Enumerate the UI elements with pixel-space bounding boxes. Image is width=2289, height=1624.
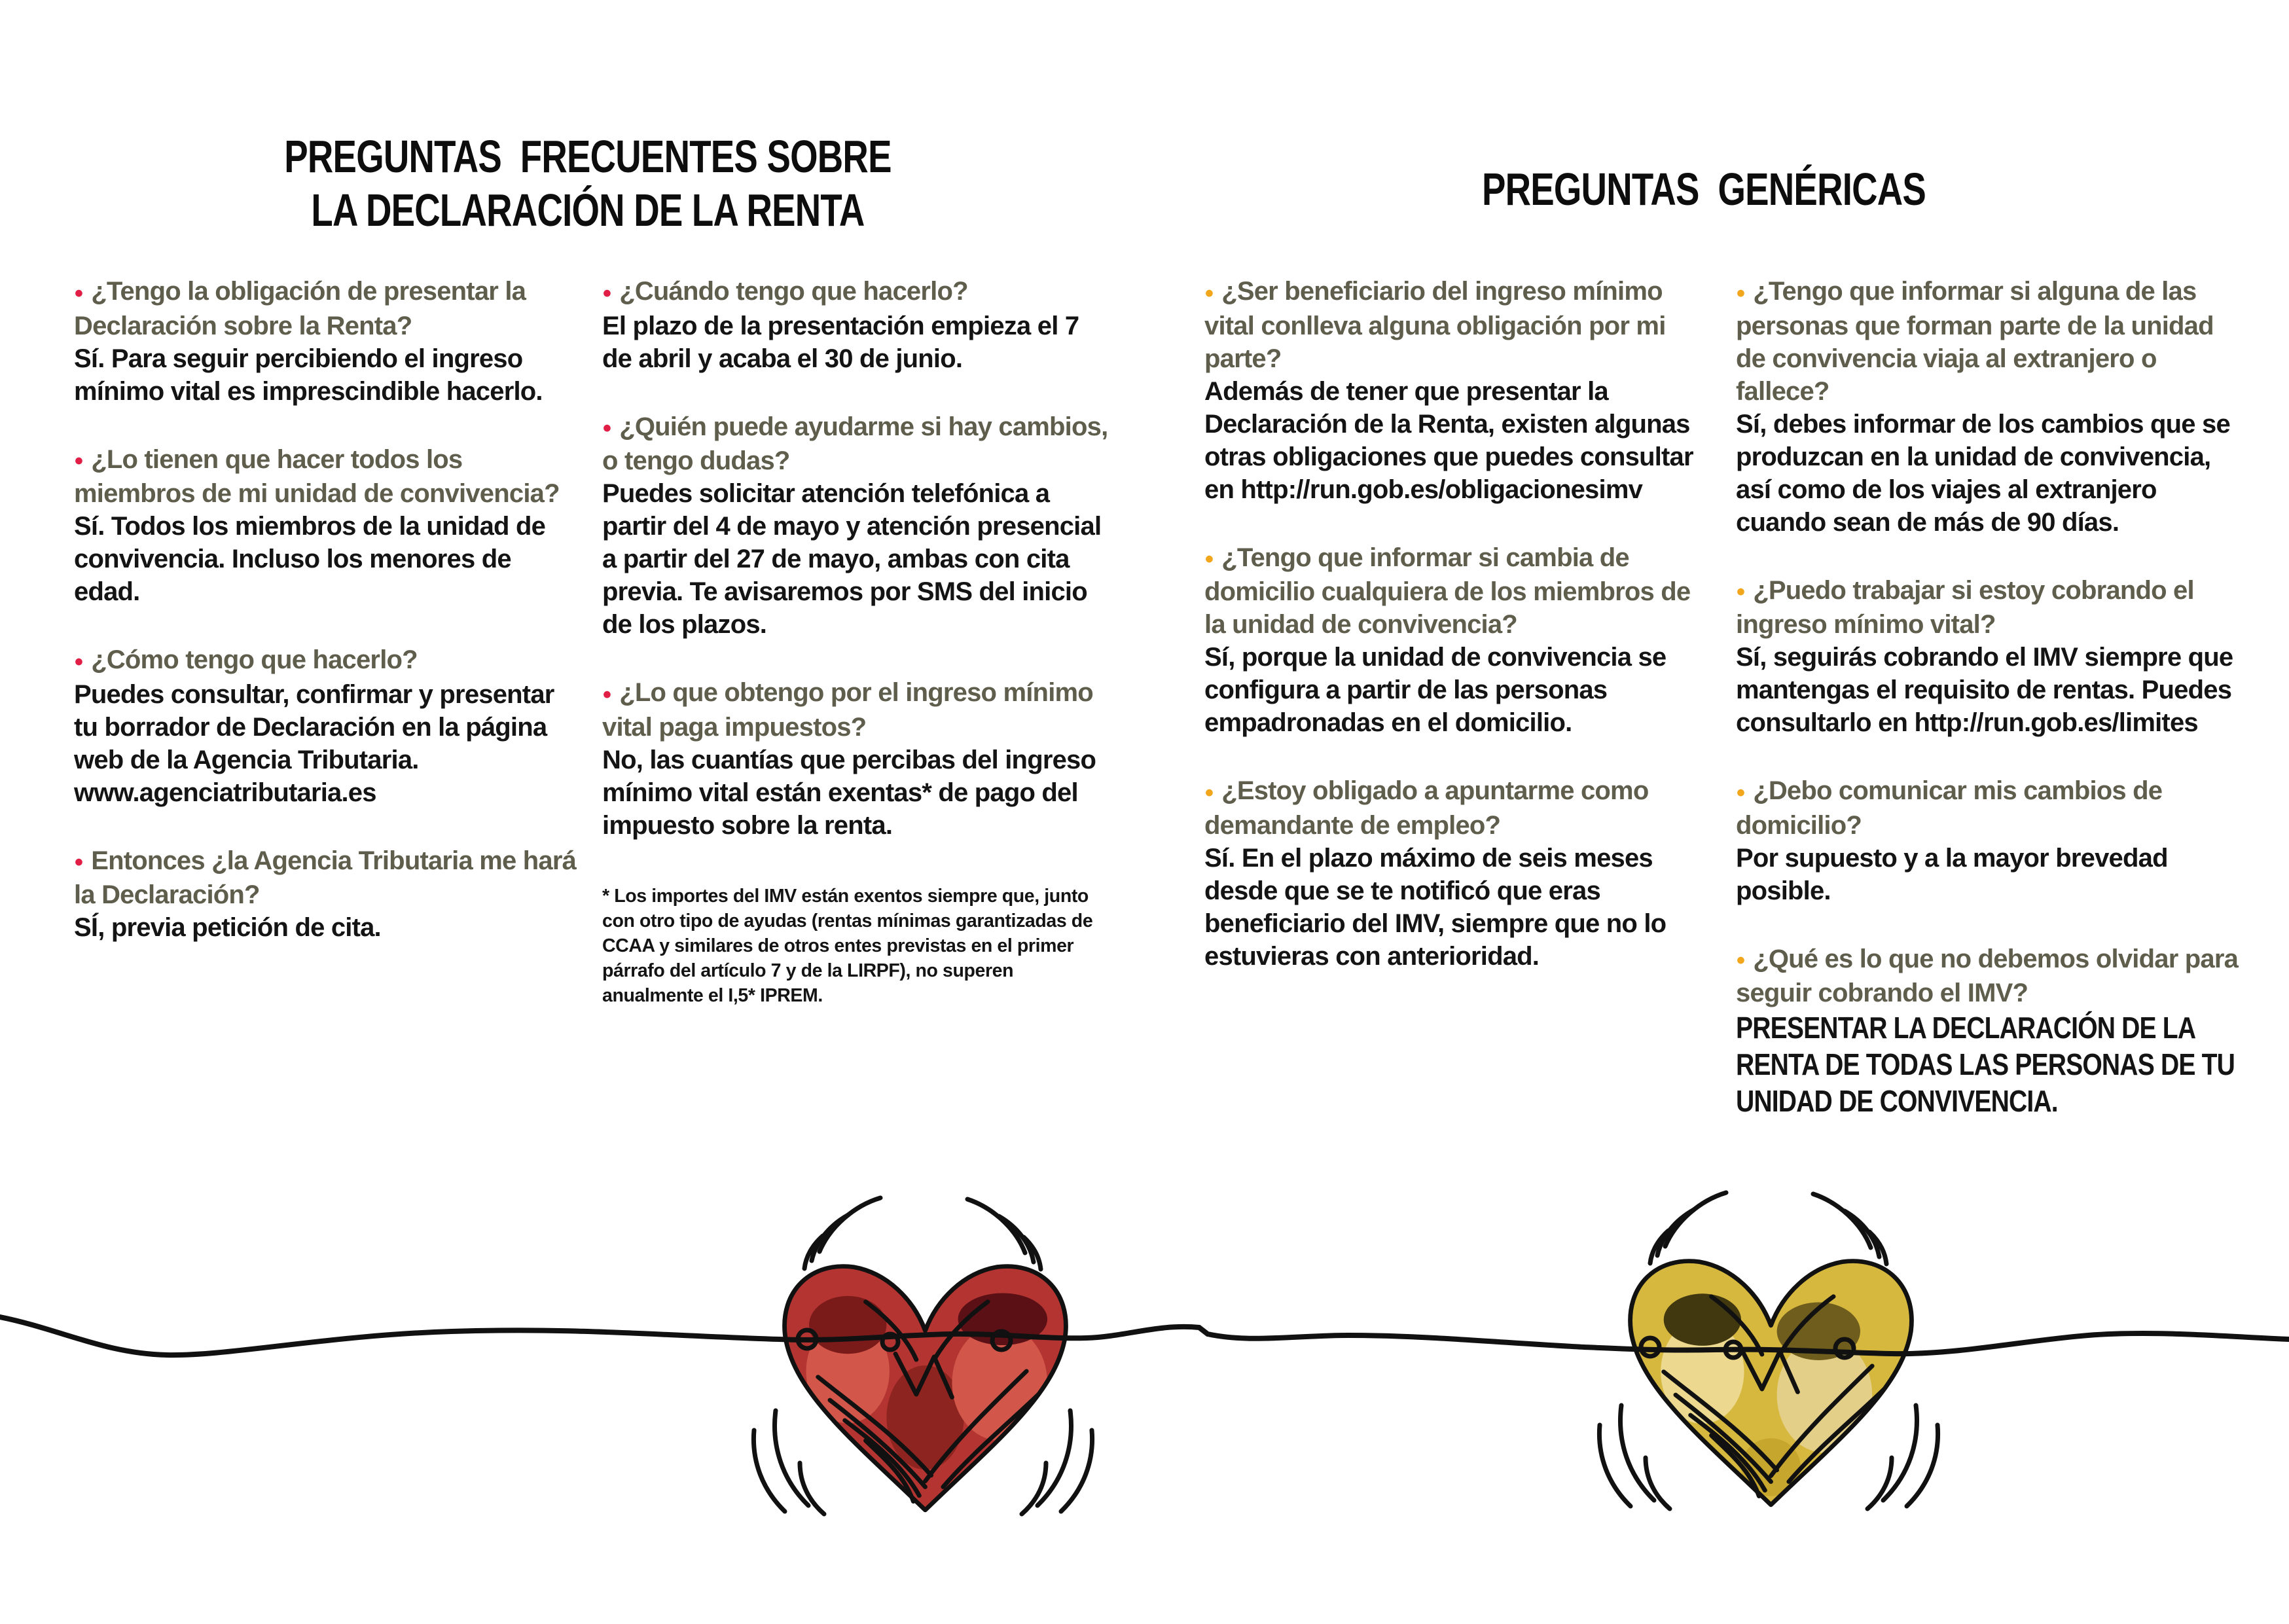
- qa-item: [1736, 774, 2239, 907]
- question: [1736, 774, 2239, 842]
- question-text: ¿Tengo la obligación de presentar la Declaración sobre la Renta?: [74, 277, 526, 340]
- answer-text: Sí. Todos los miembros de la unidad de convivencia. Incluso los menores de edad.: [74, 512, 546, 607]
- qa-item: [602, 410, 1111, 641]
- answer-text: Sí, porque la unidad de convivencia se configura a partir de las personas empadronadas en el domicilio.: [1204, 643, 1667, 738]
- page-title-line: LA DECLARACIÓN DE LA RENTA: [311, 185, 865, 236]
- question: [74, 844, 583, 912]
- heart-hands-yellow-icon: [1631, 1261, 1912, 1505]
- question-text: Entonces ¿la Agencia Tributaria me hará la Declaración?: [74, 846, 577, 910]
- bullet-icon: ●: [74, 283, 84, 302]
- qa-column-4: [1736, 275, 2239, 1155]
- qa-column-3: [1204, 275, 1707, 1008]
- answer-text: Además de tener que presentar la Declaración de la Renta, existen algunas otras obligaciones que puedes consultar en http://run.gob.es/obligacionesimv: [1204, 376, 1693, 504]
- page-title-line: PREGUNTAS FRECUENTES SOBRE: [284, 131, 892, 182]
- question: [1204, 541, 1707, 641]
- left-page-title: [74, 130, 1102, 237]
- qa-item: [74, 844, 583, 945]
- bullet-icon: ●: [74, 452, 84, 470]
- bullet-icon: ●: [1736, 783, 1746, 801]
- question: [74, 643, 583, 678]
- question: [1736, 943, 2239, 1010]
- qa-item: [1204, 774, 1707, 973]
- footer-artwork: [0, 1165, 2289, 1624]
- qa-item: [1736, 574, 2239, 740]
- bullet-icon: ●: [74, 652, 84, 670]
- question-text: ¿Cómo tengo que hacerlo?: [91, 645, 418, 675]
- bullet-icon: ●: [602, 283, 612, 302]
- right-page-title: [1203, 162, 2205, 216]
- qa-item: [1736, 943, 2239, 1120]
- bullet-icon: ●: [602, 685, 612, 703]
- qa-item: [74, 275, 583, 408]
- qa-item: [1204, 275, 1707, 506]
- bullet-icon: ●: [1204, 550, 1214, 568]
- answer-text: Sí, debes informar de los cambios que se produzcan en la unidad de convivencia, así como de los viajes al extranjero cuando sean de más de 90 días.: [1736, 409, 2230, 537]
- question-text: ¿Lo que obtengo por el ingreso mínimo vital paga impuestos?: [602, 678, 1093, 742]
- answer-text: SÍ, previa petición de cita.: [74, 913, 381, 943]
- question: [1736, 574, 2239, 641]
- heart-hands-red-icon: [785, 1267, 1066, 1510]
- qa-item: [1204, 541, 1707, 740]
- answer-text: El plazo de la presentación empieza el 7 de abril y acaba el 30 de junio.: [602, 311, 1079, 373]
- question: [74, 443, 583, 511]
- question: [602, 676, 1111, 744]
- question-text: ¿Estoy obligado a apuntarme como demandante de empleo?: [1204, 776, 1649, 840]
- question-text: ¿Qué es lo que no debemos olvidar para seguir cobrando el IMV?: [1736, 944, 2239, 1008]
- question-text: ¿Ser beneficiario del ingreso mínimo vital conlleva alguna obligación por mi parte?: [1204, 277, 1666, 373]
- answer-text: Sí. En el plazo máximo de seis meses desde que se te notificó que eras beneficiario del IMV, siempre que no lo estuvieras con anterioridad.: [1204, 843, 1667, 971]
- bullet-icon: ●: [1736, 283, 1746, 302]
- question-text: ¿Quién puede ayudarme si hay cambios, o tengo dudas?: [602, 412, 1108, 476]
- question: [1736, 275, 2239, 408]
- bullet-icon: ●: [1736, 583, 1746, 601]
- question-text: ¿Tengo que informar si cambia de domicilio cualquiera de los miembros de la unidad de convivencia?: [1204, 543, 1691, 640]
- question-text: ¿Lo tienen que hacer todos los miembros de mi unidad de convivencia?: [74, 444, 560, 509]
- qa-column-1: [74, 275, 583, 979]
- bullet-icon: ●: [1736, 951, 1746, 969]
- question: [1204, 774, 1707, 842]
- bullet-icon: ●: [1204, 283, 1214, 302]
- qa-item: [74, 443, 583, 609]
- bullet-icon: ●: [74, 853, 84, 871]
- qa-item: [74, 643, 583, 809]
- qa-column-2: [602, 275, 1111, 1008]
- question: [1204, 275, 1707, 375]
- footnote: * Los importes del IMV están exentos siempre que, junto con otro tipo de ayudas (rentas mínimas garantizadas de CCAA y similares de otros entes previstas en el primer párrafo del artículo 7 y de la LIRPF), no superen anualmente el I,5* IPREM.: [602, 885, 1093, 1006]
- question-text: ¿Debo comunicar mis cambios de domicilio?: [1736, 776, 2163, 840]
- answer-text: PRESENTAR LA DECLARACIÓN DE LA RENTA DE TODAS LAS PERSONAS DE TU UNIDAD DE CONVIVENCIA.: [1736, 1011, 2235, 1119]
- answer-text: No, las cuantías que percibas del ingreso mínimo vital están exentas* de pago del impuesto sobre la renta.: [602, 745, 1096, 840]
- qa-item: [602, 275, 1111, 375]
- answer-text: Sí. Para seguir percibiendo el ingreso mínimo vital es imprescindible hacerlo.: [74, 344, 543, 406]
- question-text: ¿Puedo trabajar si estoy cobrando el ingreso mínimo vital?: [1736, 575, 2194, 640]
- answer-text: Puedes consultar, confirmar y presentar tu borrador de Declaración en la página web de la Agencia Tributaria. www.agenciatributaria.es: [74, 679, 554, 807]
- qa-item: [1736, 275, 2239, 539]
- answer-text: Por supuesto y a la mayor brevedad posible.: [1736, 843, 2168, 905]
- wavy-connecting-line: [0, 1317, 2289, 1358]
- page-title-line: PREGUNTAS GENÉRICAS: [1481, 164, 1926, 215]
- answer-text: Sí, seguirás cobrando el IMV siempre que mantengas el requisito de rentas. Puedes consultarlo en http://run.gob.es/limites: [1736, 643, 2233, 738]
- answer-text: Puedes solicitar atención telefónica a partir del 4 de mayo y atención presencial a partir del 27 de mayo, ambas con cita previa. Te avisaremos por SMS del inicio de los plazos.: [602, 479, 1102, 640]
- qa-item: [602, 676, 1111, 842]
- question: [602, 275, 1111, 310]
- bullet-icon: ●: [602, 419, 612, 437]
- question-text: ¿Tengo que informar si alguna de las personas que forman parte de la unidad de convivencia viaja al extranjero o fallece?: [1736, 277, 2214, 406]
- question: [74, 275, 583, 342]
- question-text: ¿Cuándo tengo que hacerlo?: [619, 277, 968, 306]
- bullet-icon: ●: [1204, 783, 1214, 801]
- question: [602, 410, 1111, 478]
